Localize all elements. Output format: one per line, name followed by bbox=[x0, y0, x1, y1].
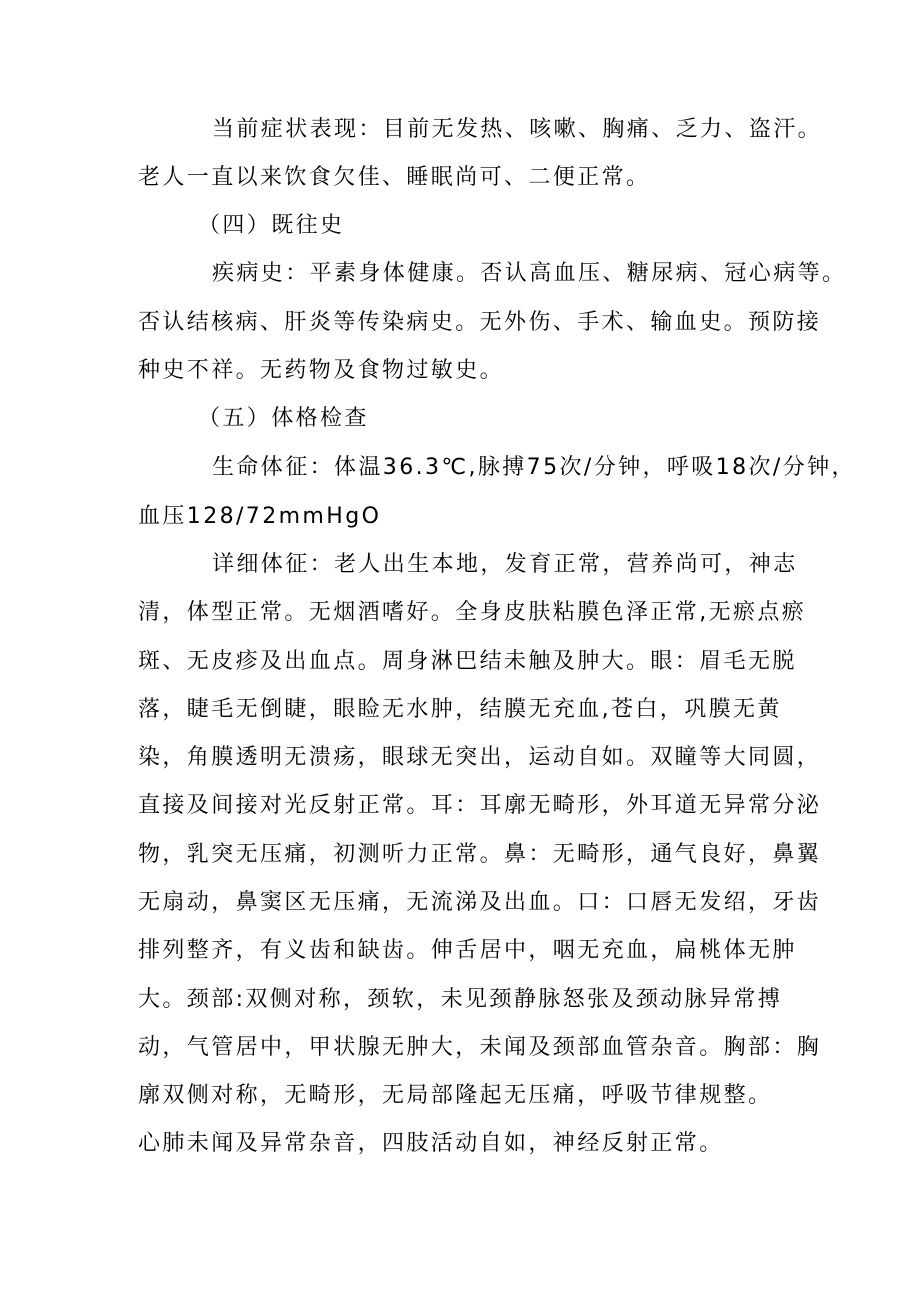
vital-signs-line-1: 生命体征：体温36.3℃,脉搏75次/分钟，呼吸18次/分钟， bbox=[212, 455, 856, 480]
exam-line-9: 排列整齐，有义齿和缺齿。伸舌居中，咽无充血，扁桃体无肿 bbox=[138, 938, 797, 963]
exam-line-6: 直接及间接对光反射正常。耳：耳廓无畸形，外耳道无异常分泌 bbox=[138, 793, 822, 818]
past-history-line-2: 否认结核病、肝炎等传染病史。无外伤、手术、输血史。预防接 bbox=[138, 310, 822, 335]
symptom-line-1: 当前症状表现：目前无发热、咳嗽、胸痛、乏力、盗汗。 bbox=[212, 117, 823, 142]
exam-line-10: 大。颈部:双侧对称，颈软，未见颈静脉怒张及颈动脉异常搏 bbox=[138, 987, 783, 1012]
exam-line-2: 清，体型正常。无烟酒嗜好。全身皮肤粘膜色泽正常,无瘀点瘀 bbox=[138, 600, 807, 625]
symptom-line-2: 老人一直以来饮食欠佳、睡眠尚可、二便正常。 bbox=[138, 165, 651, 190]
exam-line-4: 落，睫毛无倒睫，眼睑无水肿，结膜无充血,苍白，巩膜无黄 bbox=[138, 697, 782, 722]
section-heading-past-history: （四）既往史 bbox=[198, 213, 345, 238]
exam-line-8: 无扇动，鼻窦区无压痛，无流涕及出血。口：口唇无发绍，牙齿 bbox=[138, 890, 822, 915]
exam-line-1: 详细体征：老人出生本地，发育正常，营养尚可，神志 bbox=[212, 552, 798, 577]
exam-line-3: 斑、无皮疹及出血点。周身淋巴结未触及肿大。眼：眉毛无脱 bbox=[138, 649, 797, 674]
past-history-line-1: 疾病史：平素身体健康。否认高血压、糖尿病、冠心病等。 bbox=[212, 261, 847, 286]
exam-line-11: 动，气管居中，甲状腺无肿大，未闻及颈部血管杂音。胸部：胸 bbox=[138, 1035, 822, 1060]
exam-line-5: 染，角膜透明无溃疡，眼球无突出，运动自如。双瞳等大同圆， bbox=[138, 745, 822, 770]
vital-signs-line-2: 血压128/72mmHgO bbox=[138, 504, 382, 529]
exam-line-12: 廓双侧对称，无畸形，无局部隆起无压痛，呼吸节律规整。 bbox=[138, 1083, 773, 1108]
past-history-line-3: 种史不祥。无药物及食物过敏史。 bbox=[138, 358, 505, 383]
exam-line-7: 物，乳突无压痛，初测听力正常。鼻：无畸形，通气良好，鼻翼 bbox=[138, 842, 822, 867]
exam-line-13: 心肺未闻及异常杂音，四肢活动自如，神经反射正常。 bbox=[138, 1131, 724, 1156]
section-heading-physical-exam: （五）体格检查 bbox=[198, 406, 369, 431]
